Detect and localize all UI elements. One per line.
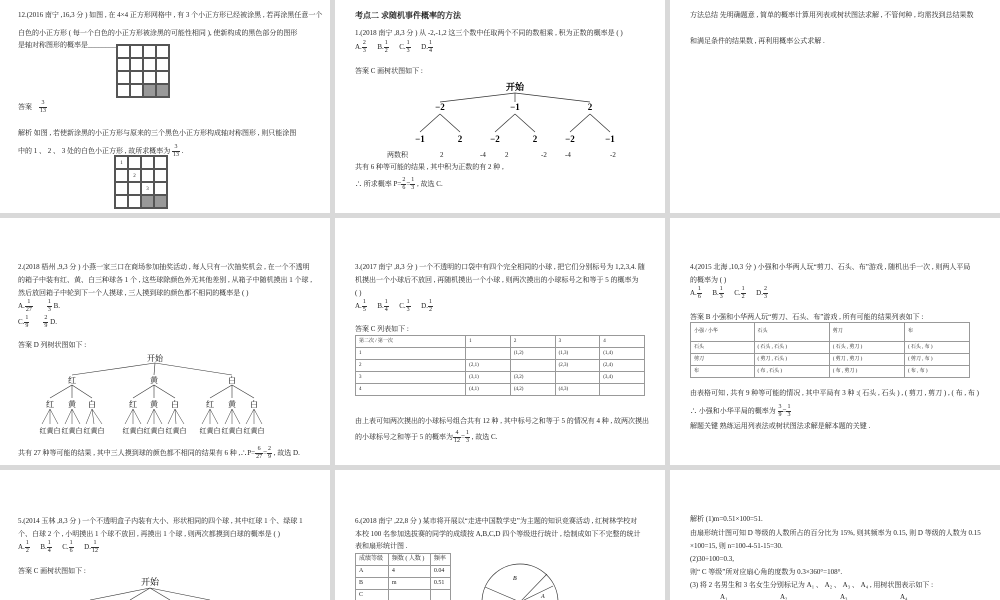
options: A. $\frac{1}{6}$ B. $\frac{1}{3}$ C. $\frac{1}{2}$ D. $\frac{2}{3}$ xyxy=(690,286,767,300)
table-header: 小强 / 小华 石头 剪刀 布 xyxy=(691,323,970,342)
question-line-1: 3.(2017 南宁 ,8,3 分 ) 一个不透明的口袋中有四个完全相同的小球 , 把它们分别标号为 1,2,3,4. 随 xyxy=(355,263,645,271)
conclusion-1: 共有 6 种等可能的结果 , 其中积为正数的有 2 种 , xyxy=(355,163,504,171)
tree-l2-2: 黄 xyxy=(68,400,76,409)
tree-l2-7: 红 xyxy=(206,400,214,409)
solution-line-5: 则“ C 等级”所对应扇心角的度数为 0.3×360°=108°. xyxy=(690,568,843,576)
options: A. $\frac{1}{2}$ B. $\frac{1}{4}$ C. $\frac{1}{6}$ D. $\frac{1}{12}$ xyxy=(18,540,98,554)
panel-question-5 xyxy=(0,470,330,600)
options: A. $\frac{2}{3}$ B. $\frac{1}{2}$ C. $\frac{1}{3}$ D. $\frac{1}{4}$ xyxy=(355,40,432,54)
product-label: 两数积 xyxy=(387,151,408,159)
table-row: 布 ( 布 , 石头 ) ( 布 , 剪刀 ) ( 布 , 布 ) xyxy=(691,366,970,378)
tree-l2-6: −1 xyxy=(605,134,615,144)
answer-line: 答案 C 列表如下 : xyxy=(355,325,409,333)
table-header: 第二次 / 第一次 1 2 3 4 xyxy=(356,336,645,348)
pie-label-b: B xyxy=(513,576,517,582)
answer-line: 答案 $\frac{3}{13}$ xyxy=(18,100,46,114)
panel-question-2 xyxy=(0,218,330,465)
question-line-1: 2.(2018 梧州 ,9,3 分 ) 小燕一家三口在商场参加抽奖活动 , 每人只有一次抽奖机会 , 在一个不透明 xyxy=(18,263,310,271)
tree-l1-yellow: 黄 xyxy=(150,376,158,385)
pie-chart xyxy=(475,562,565,600)
question-line-2: 的概率为 ( ) xyxy=(690,276,727,284)
conclusion-1: 由上表可知两次摸出的小球标号组合共有 12 种 , 其中标号之和等于 5 的情况有 4 种 , 故两次摸出 xyxy=(355,417,649,425)
table-row: 石头 ( 石头 , 石头 ) ( 石头 , 剪刀 ) ( 石头 , 布 ) xyxy=(691,342,970,354)
question-line-1: 6.(2018 南宁 ,22,8 分 ) 某市将开展以“走进中国数学史”为主题的知识竞赛活动 , 红树林学校对 xyxy=(355,517,638,525)
question-text: 12.(2016 南宁 ,16,3 分 ) 如图 , 在 4×4 正方形网格中 , 有 3 个小正方形已经被涂黑 , 若再涂黑任意一个 xyxy=(18,11,323,19)
table-row: 4 (4,1) (4,2) (4,3) xyxy=(356,384,645,396)
explanation-2: 中的 1 、 2 、 3 处的白色小正方形 , 故所求概率为 $\frac{3}{13}$ . xyxy=(18,144,184,158)
tree-l2-6: 白 xyxy=(171,400,179,409)
question-text-2: 白色的小正方形 ( 每一个白色的小正方形被涂黑的可能性相同 ), 使新构成的黑色部分的图形 xyxy=(18,29,298,37)
product-2: -4 xyxy=(480,151,486,159)
panel-question-12 xyxy=(0,0,330,213)
table-row: 3 (3,1) (3,2) (3,4) xyxy=(356,372,645,384)
question-line-1: 5.(2014 玉林 ,8,3 分 ) 一个不透明盒子内装有大小、形状相同的四个球 , 其中红球 1 个、绿球 1 xyxy=(18,517,303,525)
conclusion-1: 由表格可知 , 共有 9 种等可能的情况 , 其中平局有 3 种 :( 石头 , 石头 ) , ( 剪刀 , 剪刀 ) , ( 布 , 布 ) xyxy=(690,389,979,397)
tree-node-a4: A₄ xyxy=(900,593,908,600)
options-row-1: A. $\frac{1}{27}$ $\frac{1}{3}$ B. xyxy=(18,299,60,313)
table-row: 1 (1,2) (1,3) (1,4) xyxy=(356,348,645,360)
outcome-table xyxy=(355,335,645,396)
key-point: 解题关键 熟练运用列表法或树状图法求解是解本题的关键 . xyxy=(690,422,871,430)
product-4: -2 xyxy=(541,151,547,159)
options-row-2: C. $\frac{1}{9}$ $\frac{2}{9}$ D. xyxy=(18,315,57,329)
tree-node-a1: A₁ xyxy=(720,593,728,600)
panel-solution-6 xyxy=(670,470,1000,600)
product-3: 2 xyxy=(505,151,509,159)
tree-l2-9: 白 xyxy=(250,400,258,409)
question-line-2: 机摸出一个小球后不放回 , 再随机摸出一个小球 , 则两次摸出的小球标号之和等于 5 的概率为 xyxy=(355,276,639,284)
tree-l2-2: 2 xyxy=(457,134,463,144)
tree-l2-1: 红 xyxy=(46,400,54,409)
tree-node-a2: A₂ xyxy=(780,593,788,600)
conclusion-2: ∴ 所求概率 P= $\frac{2}{6}$ = $\frac{1}{3}$ , 故选 C. xyxy=(355,177,443,191)
answer-line: 答案 B 小强和小华两人玩“剪刀、石头、布”游戏 , 所有可能的结果列表如下 : xyxy=(690,313,924,321)
section-title: 考点二 求随机事件概率的方法 xyxy=(355,11,461,20)
solution-line-6: (3) 将 2 名男生和 3 名女生分别标记为 A₁ 、 A₂ 、 A₃ 、 A₄ , 用树状图表示如下 : xyxy=(690,581,934,589)
tree-l2-5: 黄 xyxy=(150,400,158,409)
options: A. $\frac{1}{5}$ B. $\frac{1}{4}$ C. $\frac{1}{3}$ D. $\frac{1}{2}$ xyxy=(355,299,432,313)
question-text-3: 是轴对称图形的概率是________ xyxy=(18,41,116,49)
solution-line-3: ×100=15, 则 n=100-4-51-15=30. xyxy=(690,542,783,550)
conclusion: 共有 27 种等可能的结果 , 其中三人摸到球的颜色都不相同的结果有 6 种 ,∴P= $\frac{6}{27}$ = $\frac{2}{9}$ , 故选 D. xyxy=(18,446,300,460)
question-line-2: 本校 100 名参加选拔赛的同学的成绩按 A,B,C,D 四个等级进行统计 , 绘制成如下不完整的统计 xyxy=(355,530,641,538)
question-line-1: 4.(2015 北海 ,10,3 分 ) 小强和小华两人玩“剪刀、石头、布”游戏 , 随机出手一次 , 则两人平局 xyxy=(690,263,971,271)
pie-label-a: A xyxy=(541,594,545,600)
question-line-3: ( ) xyxy=(355,289,362,297)
table-row: B m 0.51 xyxy=(356,578,451,590)
tree-leaves-9: 红黄白 xyxy=(243,427,265,435)
tree-l1-a: −2 xyxy=(435,102,445,112)
panel-method-summary xyxy=(670,0,1000,213)
tree-l2-4: 2 xyxy=(532,134,538,144)
tree-leaves-8: 红黄白 xyxy=(221,427,243,435)
solution-line-4: (2)30÷100=0.3, xyxy=(690,555,734,563)
tree-diagram xyxy=(60,574,260,600)
tree-leaves-2: 红黄白 xyxy=(61,427,83,435)
tree-leaves-7: 红黄白 xyxy=(199,427,221,435)
tree-l2-3: −2 xyxy=(490,134,500,144)
outcome-table xyxy=(690,322,970,378)
panel-question-4 xyxy=(670,218,1000,465)
tree-root: 开始 xyxy=(505,82,525,92)
answer-line: 答案 D 列树状图如下 : xyxy=(18,341,87,349)
question-line-2: 个、白球 2 个 , 小明摸出 1 个球不放回 , 再摸出 1 个球 , 则两次都摸到白球的概率是 ( ) xyxy=(18,530,280,538)
tree-root: 开始 xyxy=(140,577,160,587)
conclusion-2: 的小球标号之和等于 5 的概率为 $\frac{4}{12}$ = $\frac{1}{3}$ , 故选 C. xyxy=(355,430,498,444)
answer-line: 答案 C 画树状图如下 : xyxy=(355,67,423,75)
question-text: 1.(2018 南宁 ,8,3 分 ) 从 -2,-1,2 这三个数中任取两个不同的数相乘 , 积为正数的概率是 ( ) xyxy=(355,29,623,37)
panel-topic-2 xyxy=(335,0,665,213)
table-row: 2 (2,1) (2,3) (2,4) xyxy=(356,360,645,372)
tree-diagram xyxy=(30,352,290,438)
product-5: -4 xyxy=(565,151,571,159)
question-line-2: 的箱子中装有红、黄、白三种球各 1 个 , 这些球除颜色外无其他差别 , 从箱子中随机摸出 1 个球 , xyxy=(18,276,312,284)
tree-l2-1: −1 xyxy=(415,134,425,144)
table-row: 剪刀 ( 剪刀 , 石头 ) ( 剪刀 , 剪刀 ) ( 剪刀 , 布 ) xyxy=(691,354,970,366)
tree-l1-b: −1 xyxy=(510,102,520,112)
tree-leaves-1: 红黄白 xyxy=(39,427,61,435)
product-6: -2 xyxy=(610,151,616,159)
tree-node-a3: A₃ xyxy=(840,593,848,600)
frequency-table xyxy=(355,553,451,600)
tree-leaves-5: 红黄白 xyxy=(143,427,165,435)
question-line-3: 表和扇形统计图 . xyxy=(355,542,408,550)
explanation-1: 解析 如图 , 若使新涂黑的小正方形与原来的三个黑色小正方形构成轴对称图形 , 则只能涂图 xyxy=(18,129,297,137)
tree-leaves-3: 红黄白 xyxy=(83,427,105,435)
panel-question-6 xyxy=(335,470,665,600)
grid-figure xyxy=(116,44,170,98)
tree-l2-3: 白 xyxy=(88,400,96,409)
conclusion-2: ∴ 小强和小华平局的概率为 $\frac{3}{9}$ = $\frac{1}{3}$ xyxy=(690,404,791,418)
tree-root: 开始 xyxy=(147,354,163,363)
tree-l2-4: 红 xyxy=(129,400,137,409)
tree-diagram xyxy=(405,80,625,160)
tree-leaves-4: 红黄白 xyxy=(122,427,144,435)
product-1: 2 xyxy=(440,151,444,159)
tree-l1-c: 2 xyxy=(587,102,593,112)
tree-l1-white: 白 xyxy=(228,376,236,385)
table-header: 成绩等级 频数 ( 人数 ) 频率 xyxy=(356,554,451,566)
grid-figure-labeled: 1 2 3 xyxy=(114,155,168,209)
solution-line-1: 解析 (1)m=0.51×100=51. xyxy=(690,515,763,523)
summary-line-1: 方法总结 先明确题意 , 简单的概率计算用列表或树状图法求解 , 不管何种 , 均需找到总结果数 xyxy=(690,11,974,19)
table-row: A 4 0.04 xyxy=(356,566,451,578)
tree-leaves-6: 红黄白 xyxy=(165,427,187,435)
table-row: C xyxy=(356,590,451,600)
panel-question-3 xyxy=(335,218,665,465)
solution-line-2: 由扇形统计图可知 D 等级的人数所占的百分比为 15%, 则其频率为 0.15, 则 D 等级的人数为 0.15 xyxy=(690,529,981,537)
tree-l2-8: 黄 xyxy=(228,400,236,409)
tree-l2-5: −2 xyxy=(565,134,575,144)
answer-line: 答案 C 画树状图如下 : xyxy=(18,567,86,575)
summary-line-2: 和满足条件的结果数 , 再利用概率公式求解 . xyxy=(690,37,825,45)
question-line-3: 然后放回箱子中轮到下一个人摸球 , 三人摸到球的颜色都不相同的概率是 ( ) xyxy=(18,289,249,297)
tree-l1-red: 红 xyxy=(68,376,76,385)
